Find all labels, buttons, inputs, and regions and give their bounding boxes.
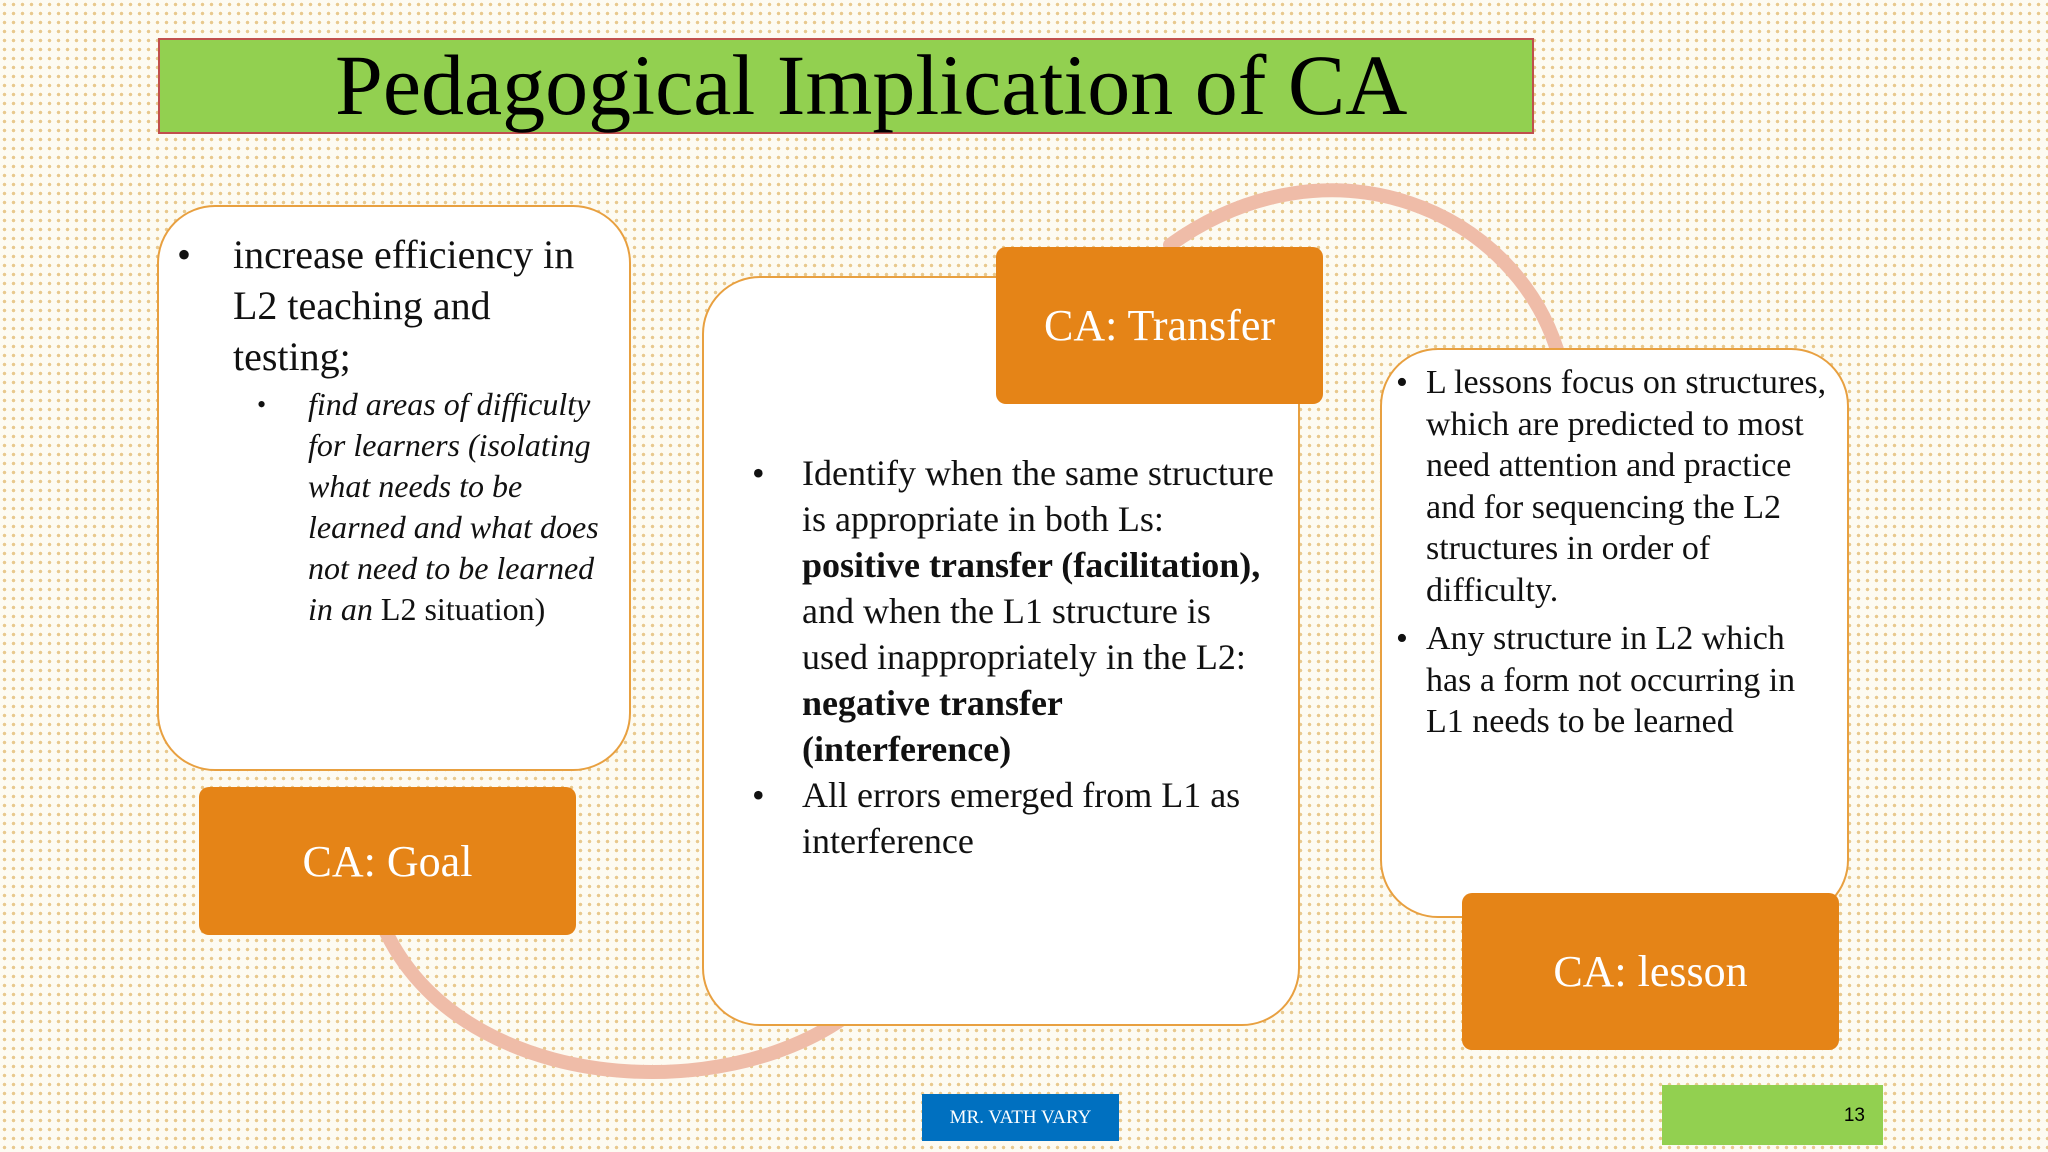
transfer-b1-bold2: negative transfer (interference)	[802, 683, 1063, 769]
goal-subbullet-plain: L2 situation)	[372, 591, 546, 627]
transfer-bullet-1	[752, 450, 1278, 772]
page-title: Pedagogical Implication of CA	[335, 37, 1408, 133]
page-number-box	[1662, 1085, 1883, 1145]
lesson-b1-text: L lessons focus on structures, which are predicted to most need attention and practice and for sequencing the L2 structures in order of difficulty.	[1426, 364, 1827, 609]
lesson-bullet-1	[1396, 362, 1831, 611]
lesson-box	[1380, 348, 1849, 918]
goal-label: CA: Goal	[199, 787, 576, 935]
sub-bullet-dot: •	[257, 390, 267, 419]
goal-box	[157, 205, 631, 771]
lesson-bullet-2	[1396, 618, 1831, 743]
goal-subbullet-italic: find areas of difficulty for learners (isolating what needs to be learned and what does not need to be learned in an	[308, 386, 599, 627]
transfer-bullet-2	[752, 772, 1278, 864]
goal-bullet	[177, 229, 609, 382]
goal-subbullet	[177, 384, 609, 630]
bullet-dot: •	[1396, 364, 1408, 401]
transfer-b1-bold1: positive transfer (facilitation),	[802, 545, 1261, 585]
transfer-label: CA: Transfer	[996, 247, 1323, 404]
footer-author: MR. VATH VARY	[922, 1094, 1119, 1141]
lesson-label: CA: lesson	[1462, 893, 1839, 1050]
transfer-b1-part2: and when the L1 structure is used inappropriately in the L2:	[802, 591, 1246, 677]
page-number: 13	[1843, 1105, 1865, 1126]
transfer-b1-part1: Identify when the same structure is appropriate in both Ls:	[802, 453, 1274, 539]
bullet-dot: •	[752, 775, 765, 815]
lesson-b2-text: Any structure in L2 which has a form not occurring in L1 needs to be learned	[1426, 620, 1796, 740]
bullet-dot: •	[177, 232, 192, 277]
transfer-b2-text: All errors emerged from L1 as interference	[802, 775, 1241, 861]
bullet-dot: •	[752, 453, 765, 493]
bullet-dot: •	[1396, 620, 1408, 657]
title-bar	[158, 38, 1534, 134]
goal-bullet-text: increase efficiency in L2 teaching and testing;	[233, 232, 575, 379]
